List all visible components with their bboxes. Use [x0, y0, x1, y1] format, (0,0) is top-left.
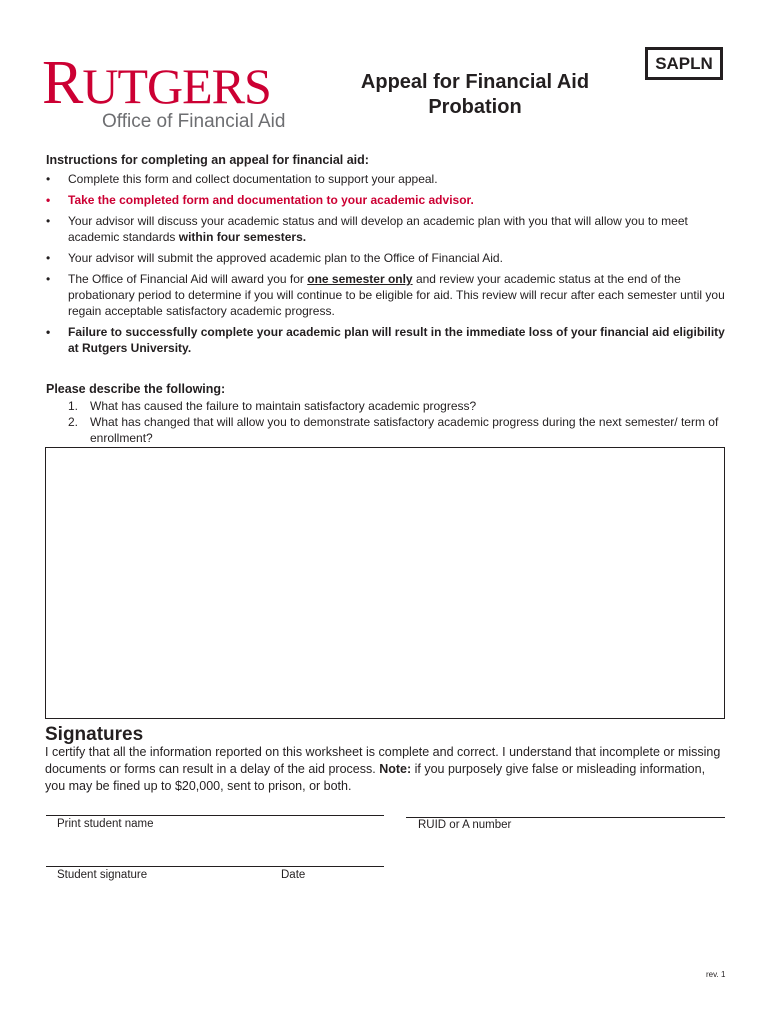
instruction-item	[46, 324, 726, 356]
instruction-text: Failure to successfully complete your academic plan will result in the immediate loss of your financial aid eligibility at Rutgers University.	[68, 325, 725, 355]
instruction-text: The Office of Financial Aid will award you for	[68, 272, 308, 286]
describe-text: What has changed that will allow you to demonstrate satisfactory academic progress during the next semester/ term of enrollment?	[90, 415, 719, 445]
instructions-heading: Instructions for completing an appeal for financial aid:	[46, 153, 369, 167]
date-label: Date	[281, 869, 306, 881]
instruction-item	[46, 171, 726, 187]
certification-text	[45, 744, 725, 795]
certify-note-label: Note:	[379, 762, 412, 776]
instruction-emphasis: one semester only	[307, 272, 413, 286]
bullet-glyph: •	[46, 325, 51, 339]
signature-date-line[interactable]	[46, 866, 384, 867]
describe-list	[46, 398, 726, 446]
instruction-text: and review your academic status at the end of the probationary period to determine if you will continue to be eligible for aid. This review will recur after each semester until you regain acceptable satisfactory academic progress.	[68, 272, 725, 318]
form-title	[340, 70, 610, 120]
instruction-item	[46, 250, 726, 266]
certify-text: if you purposely give false or misleading information, you may be fined up to $20,000, sent to prison, or both.	[45, 762, 706, 793]
describe-text: What has caused the failure to maintain satisfactory academic progress?	[90, 399, 477, 413]
form-title-line1: Appeal for Financial Aid	[360, 71, 590, 93]
ruid-label: RUID or A number	[418, 819, 512, 831]
instruction-item	[46, 213, 726, 245]
instruction-text: Complete this form and collect documentation to support your appeal.	[68, 172, 438, 186]
instruction-emphasis: within four semesters.	[178, 230, 307, 244]
describe-item	[46, 398, 726, 414]
instruction-text: Your advisor will discuss your academic status and will develop an academic plan with you that will allow you to meet academic standards	[68, 214, 688, 244]
describe-number: 1.	[68, 399, 79, 413]
instruction-text: Your advisor will submit the approved academic plan to the Office of Financial Aid.	[68, 251, 503, 265]
print-name-label: Print student name	[57, 818, 154, 830]
describe-number: 2.	[68, 415, 79, 429]
logo-first-letter: R	[42, 49, 83, 117]
instruction-item	[46, 192, 726, 208]
bullet-glyph: •	[46, 251, 51, 265]
form-code: SAPLN	[655, 53, 713, 73]
bullet-glyph: •	[46, 214, 51, 228]
instructions-list	[46, 171, 726, 361]
logo-rest: UTGERS	[82, 58, 271, 114]
rutgers-logo	[42, 49, 271, 117]
appeal-answer-field[interactable]	[45, 447, 725, 719]
form-code-badge	[645, 47, 723, 80]
office-name: Office of Financial Aid	[102, 111, 286, 132]
describe-heading: Please describe the following:	[46, 382, 226, 396]
ruid-field[interactable]	[406, 817, 725, 818]
print-name-field[interactable]	[46, 815, 384, 816]
bullet-glyph: •	[46, 172, 51, 186]
bullet-glyph: •	[46, 193, 51, 207]
describe-item	[46, 414, 726, 446]
certify-text: I certify that all the information reported on this worksheet is complete and correct. I understand that incomplete or missing documents or forms can result in a delay of the aid process.	[45, 745, 721, 776]
bullet-glyph: •	[46, 272, 51, 286]
form-title-line2: Probation	[428, 96, 522, 118]
revision-label: rev. 1	[706, 970, 726, 979]
instruction-text: Take the completed form and documentation to your academic advisor.	[68, 193, 474, 207]
instruction-item	[46, 271, 726, 319]
signatures-heading: Signatures	[45, 724, 144, 745]
signature-label: Student signature	[57, 869, 148, 881]
